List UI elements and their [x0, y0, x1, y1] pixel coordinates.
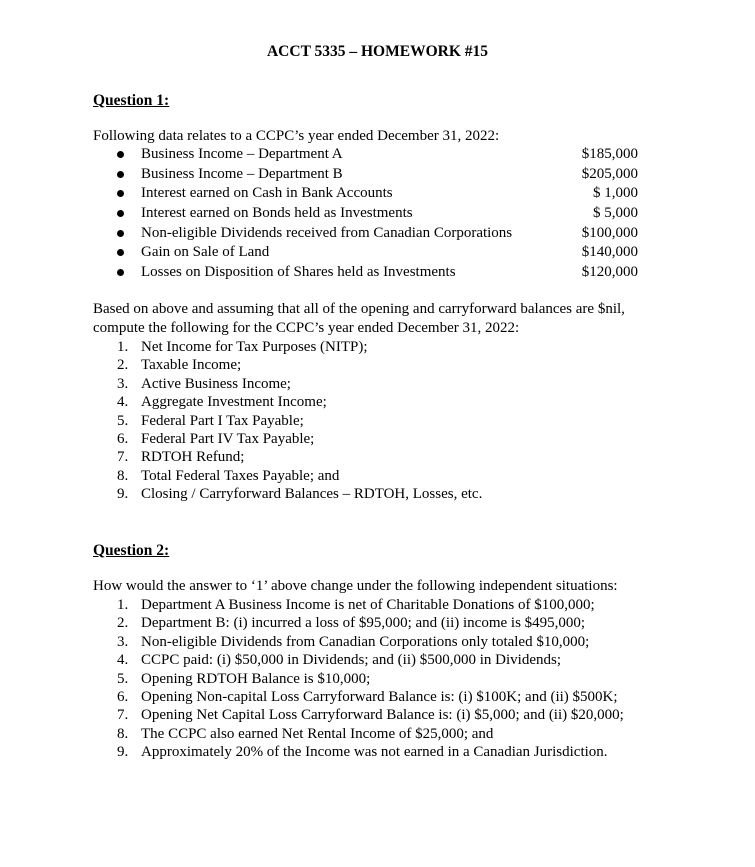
item-text: RDTOH Refund;: [141, 449, 245, 466]
item-number: 7.: [117, 707, 129, 724]
list-item: [93, 375, 482, 393]
list-item: [93, 743, 624, 761]
item-label: Gain on Sale of Land: [141, 244, 270, 261]
list-item: [93, 204, 638, 224]
item-number: 3.: [117, 633, 129, 650]
list-item: [93, 651, 624, 669]
item-amount: $ 5,000: [593, 205, 638, 222]
bullet-icon: [117, 249, 124, 256]
list-item: [93, 688, 624, 706]
list-item: [93, 224, 638, 244]
item-label: Losses on Disposition of Shares held as Investments: [141, 264, 456, 281]
bullet-icon: [117, 190, 124, 197]
item-number: 9.: [117, 744, 129, 761]
item-number: 1.: [117, 597, 129, 613]
list-item: [93, 165, 638, 185]
item-label: Interest earned on Cash in Bank Accounts: [141, 185, 393, 202]
item-number: 3.: [117, 375, 129, 392]
item-text: Active Business Income;: [141, 375, 291, 392]
item-text: Taxable Income;: [141, 357, 242, 374]
list-item: [93, 412, 482, 430]
list-item: [93, 448, 482, 466]
item-amount: $185,000: [581, 146, 638, 162]
item-number: 5.: [117, 412, 129, 429]
question-2-situation-list: [93, 596, 624, 762]
item-label: Non-eligible Dividends received from Canadian Corporations: [141, 224, 513, 241]
item-number: 6.: [117, 688, 129, 705]
list-item: [93, 263, 638, 283]
item-number: 5.: [117, 670, 129, 687]
bullet-icon: [117, 151, 124, 158]
item-text: Federal Part I Tax Payable;: [141, 412, 304, 429]
question-2-heading: Question 2:: [93, 542, 170, 559]
list-item: [93, 670, 624, 688]
list-item: [93, 338, 482, 356]
item-number: 1.: [117, 339, 129, 355]
list-item: [93, 145, 638, 165]
item-text: Federal Part IV Tax Payable;: [141, 430, 315, 447]
item-text: Opening Non-capital Loss Carryforward Balance is: (i) $100K; and (ii) $500K;: [141, 688, 618, 705]
question-1-instruction-line-2: compute the following for the CCPC’s year ended December 31, 2022:: [93, 320, 520, 336]
item-amount: $140,000: [581, 244, 638, 261]
item-label: Business Income – Department A: [141, 146, 343, 162]
bullet-icon: [117, 269, 124, 276]
item-text: Department A Business Income is net of Charitable Donations of $100,000;: [141, 597, 595, 613]
item-text: Opening Net Capital Loss Carryforward Balance is: (i) $5,000; and (ii) $20,000;: [141, 707, 624, 724]
item-text: Aggregate Investment Income;: [141, 394, 327, 411]
item-text: Closing / Carryforward Balances – RDTOH, Losses, etc.: [141, 486, 483, 503]
list-item: [93, 467, 482, 485]
item-text: Net Income for Tax Purposes (NITP);: [141, 339, 368, 355]
question-2-intro: How would the answer to ‘1’ above change under the following independent situations:: [93, 578, 618, 594]
list-item: [93, 184, 638, 204]
item-text: Opening RDTOH Balance is $10,000;: [141, 670, 371, 687]
list-item: [93, 430, 482, 448]
item-number: 9.: [117, 486, 129, 503]
list-item: [93, 243, 638, 263]
item-text: CCPC paid: (i) $50,000 in Dividends; and (ii) $500,000 in Dividends;: [141, 652, 561, 669]
item-number: 2.: [117, 357, 129, 374]
item-amount: $205,000: [581, 165, 638, 182]
item-amount: $ 1,000: [593, 185, 638, 202]
list-item: [93, 725, 624, 743]
item-label: Interest earned on Bonds held as Investments: [141, 205, 413, 222]
question-1-intro: Following data relates to a CCPC’s year ended December 31, 2022:: [93, 128, 500, 144]
item-number: 2.: [117, 615, 129, 632]
item-text: Approximately 20% of the Income was not earned in a Canadian Jurisdiction.: [141, 744, 608, 761]
list-item: [93, 614, 624, 632]
item-text: The CCPC also earned Net Rental Income of $25,000; and: [141, 725, 494, 742]
question-1-task-list: [93, 338, 482, 504]
question-1-instruction-line-1: Based on above and assuming that all of the opening and carryforward balances are $nil,: [93, 301, 625, 317]
item-number: 8.: [117, 725, 129, 742]
item-amount: $120,000: [581, 264, 638, 281]
bullet-icon: [117, 171, 124, 178]
bullet-icon: [117, 210, 124, 217]
item-label: Business Income – Department B: [141, 165, 343, 182]
page-title: ACCT 5335 – HOMEWORK #15: [266, 43, 489, 60]
question-1-heading: Question 1:: [93, 92, 170, 109]
item-number: 8.: [117, 467, 129, 484]
item-number: 7.: [117, 449, 129, 466]
list-item: [93, 393, 482, 411]
list-item: [93, 633, 624, 651]
item-text: Department B: (i) incurred a loss of $95,000; and (ii) income is $495,000;: [141, 615, 586, 632]
list-item: [93, 485, 482, 503]
list-item: [93, 596, 624, 614]
item-number: 4.: [117, 652, 129, 669]
question-1-data-list: [93, 145, 638, 283]
list-item: [93, 356, 482, 374]
bullet-icon: [117, 230, 124, 237]
item-number: 4.: [117, 394, 129, 411]
list-item: [93, 706, 624, 724]
item-text: Total Federal Taxes Payable; and: [141, 467, 340, 484]
item-text: Non-eligible Dividends from Canadian Corporations only totaled $10,000;: [141, 633, 590, 650]
item-number: 6.: [117, 430, 129, 447]
item-amount: $100,000: [581, 224, 638, 241]
